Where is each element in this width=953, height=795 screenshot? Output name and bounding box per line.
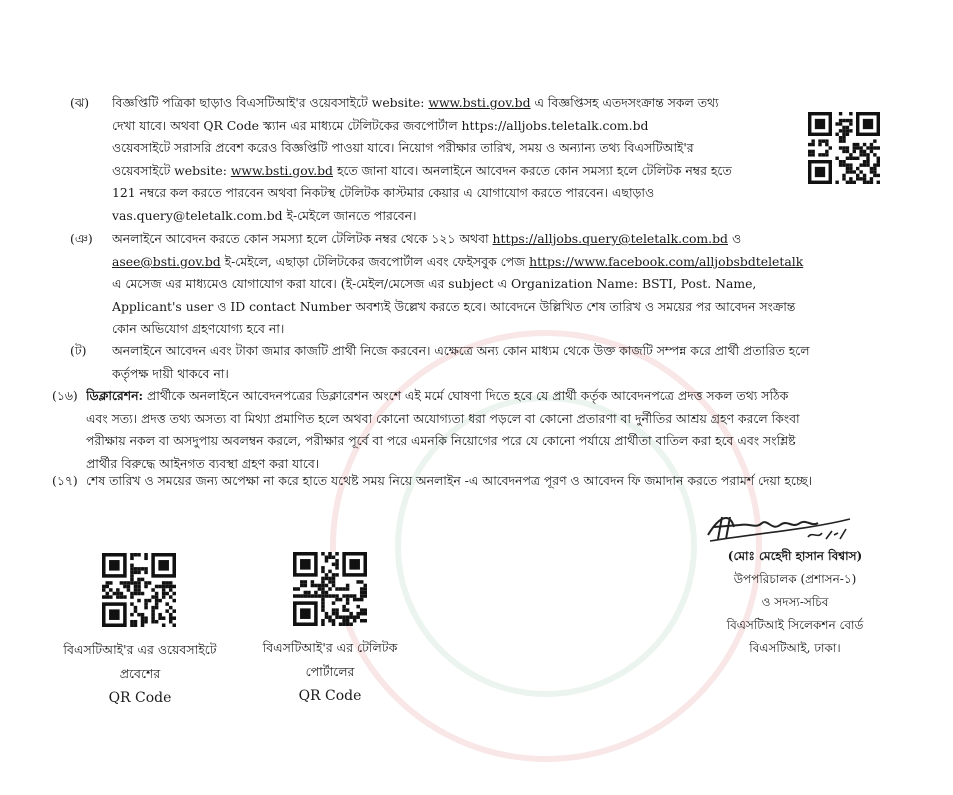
text-run: কোন অভিযোগ গ্রহণযোগ্য হবে না। xyxy=(112,321,285,336)
handwritten-signature xyxy=(700,505,860,545)
item-number: (ঝ) xyxy=(70,95,90,110)
text-line xyxy=(86,430,904,453)
signatory-office: বিএসটিআই, ঢাকা। xyxy=(749,641,841,655)
caption-line: পোর্টালের xyxy=(305,664,355,679)
text-line xyxy=(86,470,904,493)
item-body xyxy=(112,92,790,227)
bold-label: ডিক্লারেশন: xyxy=(86,388,144,403)
underlined-link-text: asee@bsti.gov.bd xyxy=(112,253,221,269)
underlined-link-text: https://alljobs.query@teletalk.com.bd xyxy=(492,231,728,246)
underlined-link-text: https://www.facebook.com/alljobsbdteletalk xyxy=(529,253,804,269)
text-run: হতে জানা যাবে। অনলাইনে আবেদন করতে কোন সমস্যা হলে টেলিটক নম্বর হতে xyxy=(333,162,732,178)
text-run: অনলাইনে আবেদন এবং টাকা জমার কাজটি প্রার্থী নিজে করবেন। এক্ষেত্রে অন্য কোন মাধ্যম থেকে উক্ত কাজটি সম্পন্ন করে প্রার্থী প্রতারিত হলে xyxy=(112,343,810,358)
text-run: কর্তৃপক্ষ দায়ী থাকবে না। xyxy=(112,365,229,381)
caption-line: বিএসটিআই'র এর টেলিটক xyxy=(262,640,398,655)
text-run: প্রার্থীকে অনলাইনে আবেদনপত্রের ডিক্লারেশন অংশে এই মর্মে ঘোষণা দিতে হবে যে প্রার্থী কর্তৃক আবেদনপত্রে প্রদত্ত সকল তথ্য সঠিক xyxy=(143,388,789,403)
text-run: এ বিজ্ঞপ্তিসহ এতদসংক্রান্ত সকল তথ্য xyxy=(530,95,719,110)
text-run: ওয়েবসাইটে সরাসরি প্রবেশ করেও বিজ্ঞপ্তিটি পাওয়া যাবে। নিয়োগ পরীক্ষার তারিখ, সময় ও অন্যান্য তথ্য বিএসটিআই'র xyxy=(112,140,694,155)
text-run: এ মেসেজ এর মাধ্যমেও যোগাযোগ করা যাবে। (ই-মেইল/মেসেজ এর subject এ Organization Name: BSTI, Post. Name, xyxy=(112,276,757,291)
signoff-block xyxy=(690,545,900,660)
text-run: দেখা যাবে। অথবা QR Code স্ক্যান এর মাধ্যমে টেলিটকের জবপোর্টাল https://alljobs.teletalk.com.bd xyxy=(112,117,649,133)
item-number: (ঞ) xyxy=(70,231,93,246)
qr-caption-website xyxy=(55,638,225,710)
text-line xyxy=(112,363,900,386)
text-run: ও xyxy=(728,231,742,246)
caption-line: QR Code xyxy=(108,690,172,706)
caption-line: QR Code xyxy=(298,688,362,704)
text-line xyxy=(112,92,790,115)
text-line xyxy=(112,296,900,319)
qr-code-website xyxy=(102,553,176,627)
text-run: শেষ তারিখ ও সময়ের জন্য অপেক্ষা না করে হাতে যথেষ্ট সময় নিয়ে অনলাইন -এ আবেদনপত্র পূরণ ও আবেদন ফি জমাদান করতে পরামর্শ দেয়া হচ্ছে। xyxy=(86,473,813,488)
signatory-role: ও সদস্য-সচিব xyxy=(761,595,829,609)
text-run: ই-মেইলে, এছাড়া টেলিটকের জবপোর্টাল এবং ফেইসবুক পেজ xyxy=(220,253,530,269)
text-line xyxy=(112,115,790,138)
item-body xyxy=(112,228,900,341)
text-run: Applicant's user ও ID contact Number অবশ্যই উল্লেখ করতে হবে। আবেদনে উল্লিখিত শেষ তারিখ ও সময়ের পর আবেদন সংক্রান্ত xyxy=(112,298,796,314)
text-run: বিজ্ঞপ্তিটি পত্রিকা ছাড়াও বিএসটিআই'র ওয়েবসাইটে website: xyxy=(112,95,429,110)
text-line xyxy=(112,160,790,183)
text-run: 121 নম্বরে কল করতে পারবেন অথবা নিকটস্থ টেলিটক কাস্টমার কেয়ার এ যোগাযোগ করতে পারবেন। এছাড়াও xyxy=(112,185,655,200)
text-run: প্রার্থীর বিরুদ্ধে আইনগত ব্যবস্থা গ্রহণ করা যাবে। xyxy=(86,455,320,471)
item-body xyxy=(112,340,900,385)
text-run: এবং সত্য। প্রদত্ত তথ্য অসত্য বা মিথ্যা প্রমাণিত হলে অথবা কোনো অযোগ্যতা ধরা পড়লে বা কোনো প্রতারণা বা দুর্নীতির আশ্রয় গ্রহণ করলে কিংবা xyxy=(86,410,800,426)
item-body xyxy=(86,470,904,493)
signatory-name: (মোঃ মেহেদী হাসান বিশ্বাস) xyxy=(727,549,863,563)
text-run: vas.query@teletalk.com.bd ই-মেইলে জানতে পারবেন। xyxy=(112,207,417,223)
text-line xyxy=(86,385,904,408)
underlined-link-text: www.bsti.gov.bd xyxy=(230,162,333,178)
text-line xyxy=(86,408,904,431)
qr-code-top xyxy=(808,112,880,184)
item-number: (১৬) xyxy=(52,388,78,403)
text-run: পরীক্ষায় নকল বা অসদুপায় অবলম্বন করলে, পরীক্ষার পূর্বে বা পরে এমনকি নিয়োগের পরে যে কোনো পর্যায়ে প্রার্থীতা বাতিল করা হবে এবং সংশ্লিষ্ট xyxy=(86,433,796,448)
text-line xyxy=(112,205,790,228)
qr-code-teletalk xyxy=(293,552,367,626)
item-body xyxy=(86,385,904,475)
text-line xyxy=(112,251,900,274)
qr-caption-teletalk xyxy=(250,636,410,708)
caption-line: বিএসটিআই'র এর ওয়েবসাইটে xyxy=(63,642,217,657)
signatory-board: বিএসটিআই সিলেকশন বোর্ড xyxy=(726,618,864,632)
text-line xyxy=(112,340,900,363)
item-number: (ট) xyxy=(70,343,87,358)
text-line xyxy=(112,318,900,341)
signatory-designation: উপপরিচালক (প্রশাসন-১) xyxy=(733,572,857,586)
text-run: অনলাইনে আবেদন করতে কোন সমস্যা হলে টেলিটক নম্বর থেকে ১২১ অথবা xyxy=(112,231,493,246)
text-line xyxy=(112,137,790,160)
text-line xyxy=(112,273,900,296)
item-number: (১৭) xyxy=(52,473,78,488)
text-line xyxy=(112,228,900,251)
caption-line: প্রবেশের xyxy=(119,666,161,681)
underlined-link-text: www.bsti.gov.bd xyxy=(428,95,531,110)
text-run: ওয়েবসাইটে website: xyxy=(112,162,231,178)
text-line xyxy=(112,182,790,205)
